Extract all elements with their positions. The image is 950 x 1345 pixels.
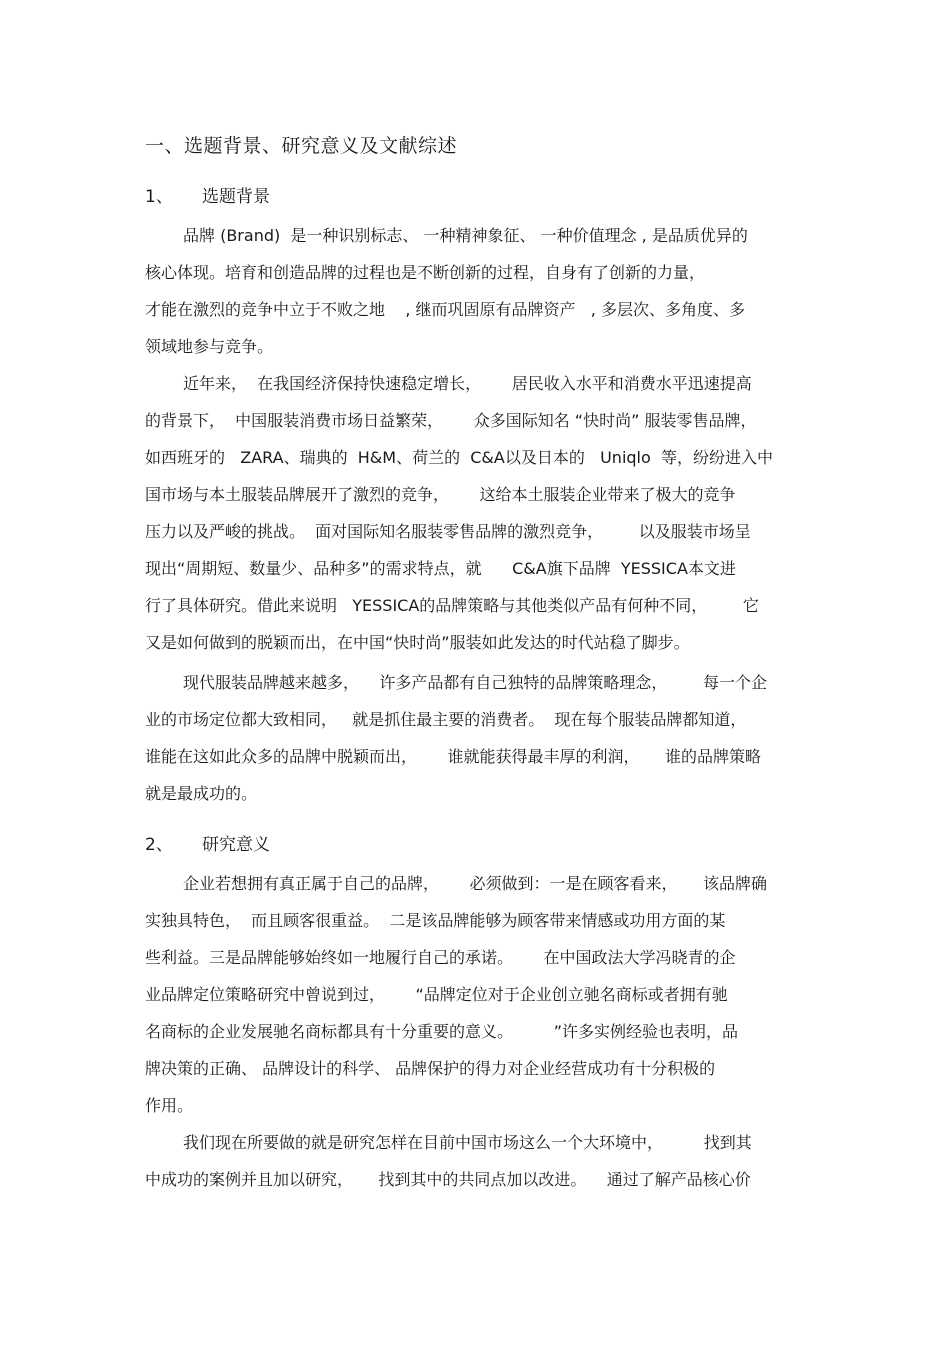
paragraph-line: 就是最成功的。 xyxy=(145,784,258,803)
paragraph-line: 谁能在这如此众多的品牌中脱颖而出， 谁就能获得最丰厚的利润， 谁的品牌策略 xyxy=(145,747,761,766)
paragraph-line: 我们现在所要做的就是研究怎样在目前中国市场这么一个大环境中， 找到其 xyxy=(183,1133,752,1152)
paragraph-line: 中成功的案例并且加以研究， 找到其中的共同点加以改进。 通过了解产品核心价 xyxy=(145,1170,751,1189)
section-title: 研究意义 xyxy=(202,835,270,855)
section-number: 1、 xyxy=(145,187,173,207)
document-title: 一、选题背景、研究意义及文献综述 xyxy=(145,135,458,157)
paragraph-line: 些利益。三是品牌能够始终如一地履行自己的承诺。 在中国政法大学冯晓青的企 xyxy=(145,948,736,967)
section-number: 2、 xyxy=(145,835,173,855)
paragraph-line: 压力以及严峻的挑战。 面对国际知名服装零售品牌的激烈竞争， 以及服装市场呈 xyxy=(145,522,751,541)
section-title: 选题背景 xyxy=(202,187,270,207)
paragraph-line: 业的市场定位都大致相同， 就是抓住最主要的消费者。 现在每个服装品牌都知道， xyxy=(145,710,747,729)
paragraph-line: 现出“周期短、数量少、品种多”的需求特点，就 C&A旗下品牌 YESSICA本文进 xyxy=(145,559,736,578)
paragraph-line: 如西班牙的 ZARA、瑞典的 H&M、荷兰的 C&A以及日本的 Uniqlo 等，纷纷进入中 xyxy=(145,448,773,467)
section-heading-background xyxy=(145,182,270,207)
section-heading-significance xyxy=(145,830,270,855)
paragraph-line: 才能在激烈的竞争中立于不败之地 , 继而巩固原有品牌资产 , 多层次、多角度、多 xyxy=(145,300,745,319)
paragraph-line: 企业若想拥有真正属于自己的品牌， 必须做到：一是在顾客看来， 该品牌确 xyxy=(183,874,767,893)
paragraph-line: 名商标的企业发展驰名商标都具有十分重要的意义。 ”许多实例经验也表明，品 xyxy=(145,1022,738,1041)
paragraph-line: 行了具体研究。借此来说明 YESSICA的品牌策略与其他类似产品有何种不同， 它 xyxy=(145,596,759,615)
paragraph-line: 作用。 xyxy=(145,1096,194,1115)
paragraph-line: 又是如何做到的脱颖而出，在中国“快时尚”服装如此发达的时代站稳了脚步。 xyxy=(145,633,690,652)
paragraph-line: 核心体现。培育和创造品牌的过程也是不断创新的过程，自身有了创新的力量， xyxy=(145,263,706,282)
paragraph-line: 的背景下， 中国服装消费市场日益繁荣， 众多国际知名 “快时尚” 服装零售品牌， xyxy=(145,411,757,430)
paragraph-line: 实独具特色， 而且顾客很重益。 二是该品牌能够为顾客带来情感或功用方面的某 xyxy=(145,911,726,930)
paragraph-line: 业品牌定位策略研究中曾说到过， “品牌定位对于企业创立驰名商标或者拥有驰 xyxy=(145,985,728,1004)
paragraph-line: 国市场与本土服装品牌展开了激烈的竞争， 这给本土服装企业带来了极大的竞争 xyxy=(145,485,736,504)
paragraph-line: 品牌 (Brand) 是一种识别标志、 一种精神象征、 一种价值理念 , 是品质优异的 xyxy=(183,226,748,245)
paragraph-line: 现代服装品牌越来越多， 许多产品都有自己独特的品牌策略理念， 每一个企 xyxy=(183,673,767,692)
paragraph-line: 牌决策的正确、 品牌设计的科学、 品牌保护的得力对企业经营成功有十分积极的 xyxy=(145,1059,716,1078)
paragraph-line: 近年来， 在我国经济保持快速稳定增长， 居民收入水平和消费水平迅速提高 xyxy=(183,374,752,393)
paragraph-line: 领域地参与竞争。 xyxy=(145,337,274,356)
